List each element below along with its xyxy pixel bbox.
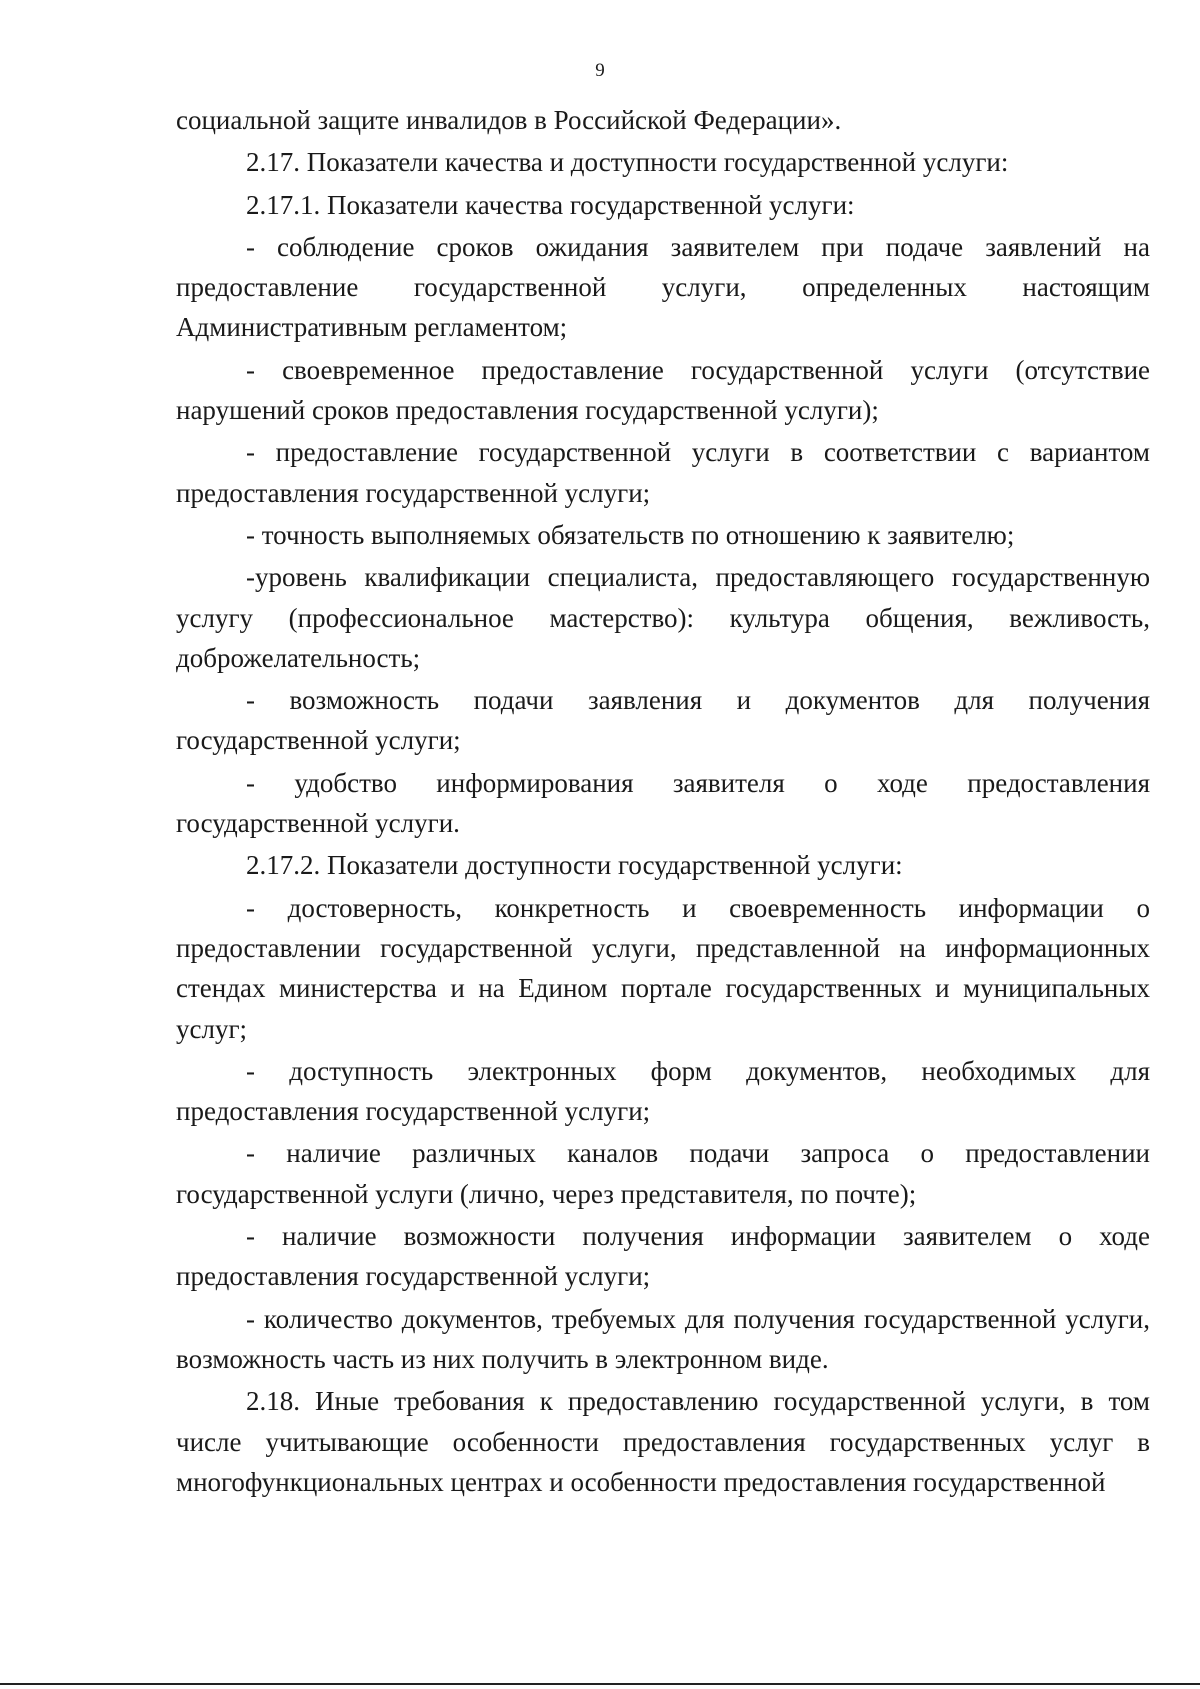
page-number: 9 bbox=[595, 60, 605, 81]
list-item: - точность выполняемых обязательств по отношению к заявителю; bbox=[246, 519, 1015, 550]
subsection-heading-2-17-2: 2.17.2. Показатели доступности государственной услуги: bbox=[246, 850, 903, 881]
paragraph-continuation: социальной защите инвалидов в Российской Федерации». bbox=[176, 105, 842, 135]
list-item: - своевременное предоставление государственной услуги (отсутствие нарушений сроков предоставления государственной услуги); bbox=[176, 354, 1150, 426]
subsection-heading-2-17-1: 2.17.1. Показатели качества государственной услуги: bbox=[246, 189, 855, 220]
list-item: - соблюдение сроков ожидания заявителем при подаче заявлений на предоставление государственной услуги, определенных настоящим Административным регламентом; bbox=[176, 231, 1150, 343]
document-body bbox=[176, 100, 1150, 1504]
list-item: - наличие возможности получения информации заявителем о ходе предоставления государственной услуги; bbox=[176, 1221, 1150, 1292]
list-item: - удобство информирования заявителя о ходе предоставления государственной услуги. bbox=[176, 767, 1150, 839]
page-bottom-divider bbox=[0, 1683, 1200, 1685]
list-item: - предоставление государственной услуги в соответствии с вариантом предоставления государственной услуги; bbox=[176, 437, 1150, 508]
list-item: - количество документов, требуемых для получения государственной услуги, возможность часть из них получить в электронном виде. bbox=[176, 1303, 1150, 1374]
list-item: - доступность электронных форм документов, необходимых для предоставления государственной услуги; bbox=[176, 1055, 1150, 1127]
section-heading-2-17: 2.17. Показатели качества и доступности государственной услуги: bbox=[246, 147, 1009, 178]
list-item: - наличие различных каналов подачи запроса о предоставлении государственной услуги (лично, через представителя, по почте); bbox=[176, 1138, 1150, 1209]
list-item: - возможность подачи заявления и документов для получения государственной услуги; bbox=[176, 685, 1150, 756]
list-item: -уровень квалификации специалиста, предоставляющего государственную услугу (профессиональное мастерство): культура общения, вежливость, доброжелательность; bbox=[176, 562, 1150, 673]
section-heading-2-18: 2.18. Иные требования к предоставлению государственной услуги, в том числе учитывающие особенности предоставления государственных услуг в многофункциональных центрах и особенности предоставления государственной bbox=[176, 1386, 1150, 1497]
list-item: - достоверность, конкретность и своевременность информации о предоставлении государственной услуги, представленной на информационных стендах министерства и на Едином портале государственных и муниципальных услуг; bbox=[176, 892, 1150, 1044]
